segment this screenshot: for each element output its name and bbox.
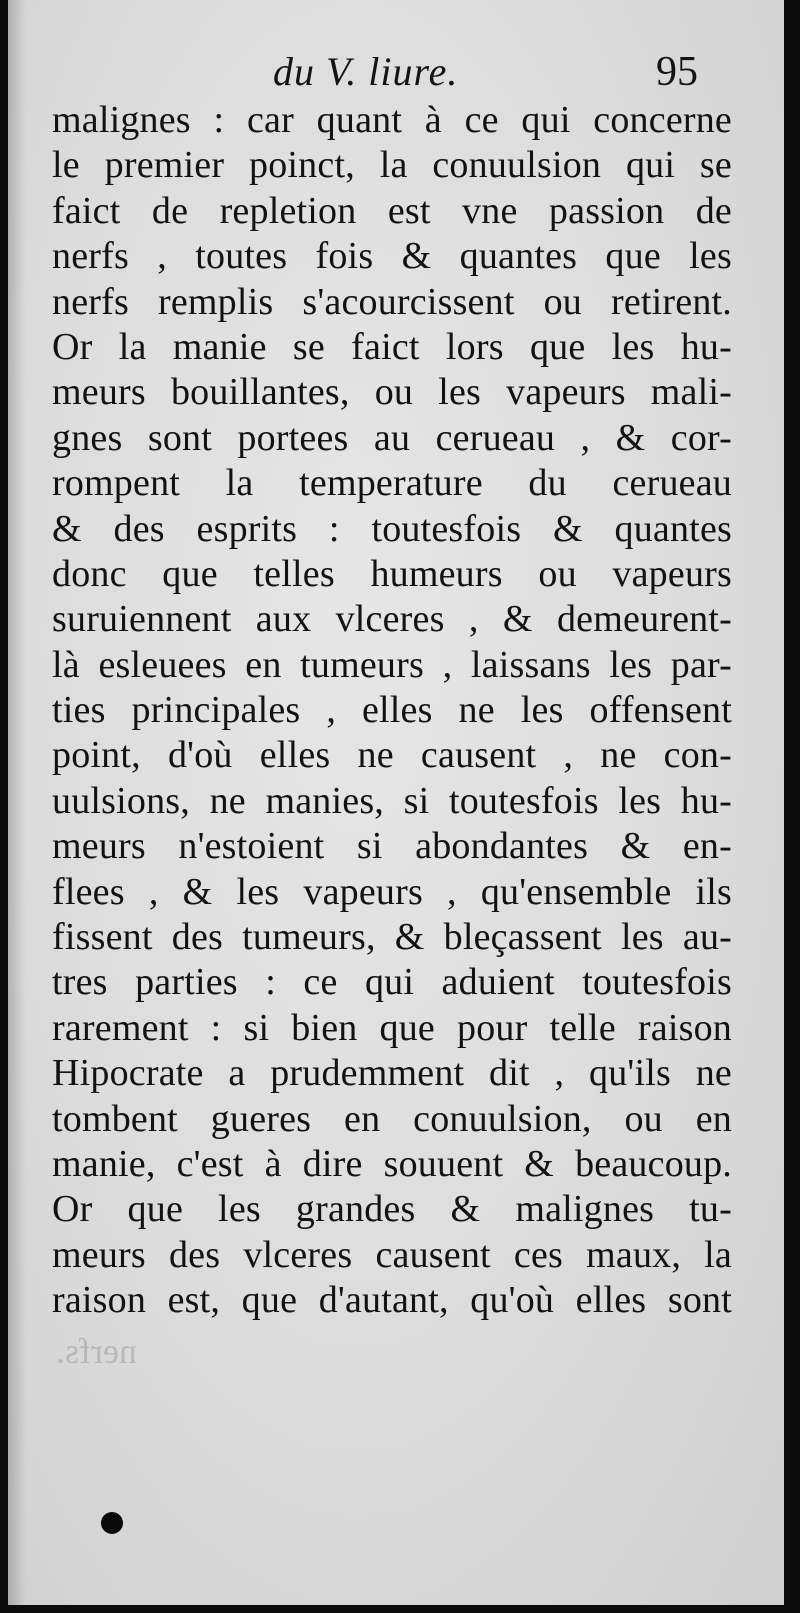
text-line: nerfs remplis s'acourcissent ou retirent. [52, 280, 732, 323]
text-line: malignes : car quant à ce qui concerne [52, 99, 732, 141]
ink-dot [101, 1512, 123, 1534]
text-line: là esleuees en tumeurs , laissans les par- [52, 643, 732, 686]
gutter-shadow [8, 0, 26, 1605]
text-line: & des esprits : toutesfois & quantes [52, 507, 732, 550]
text-line: gnes sont portees au cerueau , & cor- [52, 416, 732, 459]
text-line: uulsions, ne manies, si toutesfois les hu- [52, 779, 732, 822]
body-text [52, 98, 732, 1324]
text-line: rompent la temperature du cerueau [52, 462, 732, 505]
text-line: raison est, que d'autant, qu'où elles sont [52, 1279, 732, 1322]
text-line: Hipocrate a prudemment dit , qu'ils ne [52, 1052, 732, 1095]
text-line: tres parties : ce qui aduient toutesfois [52, 961, 732, 1004]
text-line: meurs des vlceres causent ces maux, la [52, 1233, 732, 1276]
text-line: Or que les grandes & malignes tu- [52, 1188, 732, 1231]
show-through-text: nerfs. [56, 1331, 137, 1371]
running-head-title: du V. liure. [273, 49, 459, 94]
text-line: donc que telles humeurs ou vapeurs [52, 552, 732, 595]
text-line: tombent gueres en conuulsion, ou en [52, 1097, 732, 1140]
text-line: manie, c'est à dire souuent & beaucoup. [52, 1142, 732, 1185]
text-line: ties principales , elles ne les offensent [52, 689, 732, 732]
text-line: point, d'où elles ne causent , ne con- [52, 734, 732, 777]
text-line: meurs bouillantes, ou les vapeurs mali- [52, 371, 732, 414]
text-line: faict de repletion est vne passion de [52, 189, 732, 232]
text-line: fissent des tumeurs, & bleçassent les au- [52, 916, 732, 959]
page-number: 95 [656, 49, 698, 95]
text-line: le premier poinct, la conuulsion qui se [52, 144, 732, 187]
text-line: flees , & les vapeurs , qu'ensemble ils [52, 870, 732, 913]
text-line: meurs n'estoient si abondantes & en- [52, 825, 732, 868]
text-line: nerfs , toutes fois & quantes que les [52, 235, 732, 278]
text-line: suruiennent aux vlceres , & demeurent- [52, 598, 732, 641]
text-line: rarement : si bien que pour telle raison [52, 1006, 732, 1049]
text-line: Or la manie se faict lors que les hu- [52, 325, 732, 368]
book-page [8, 0, 784, 1605]
running-head [8, 40, 784, 100]
